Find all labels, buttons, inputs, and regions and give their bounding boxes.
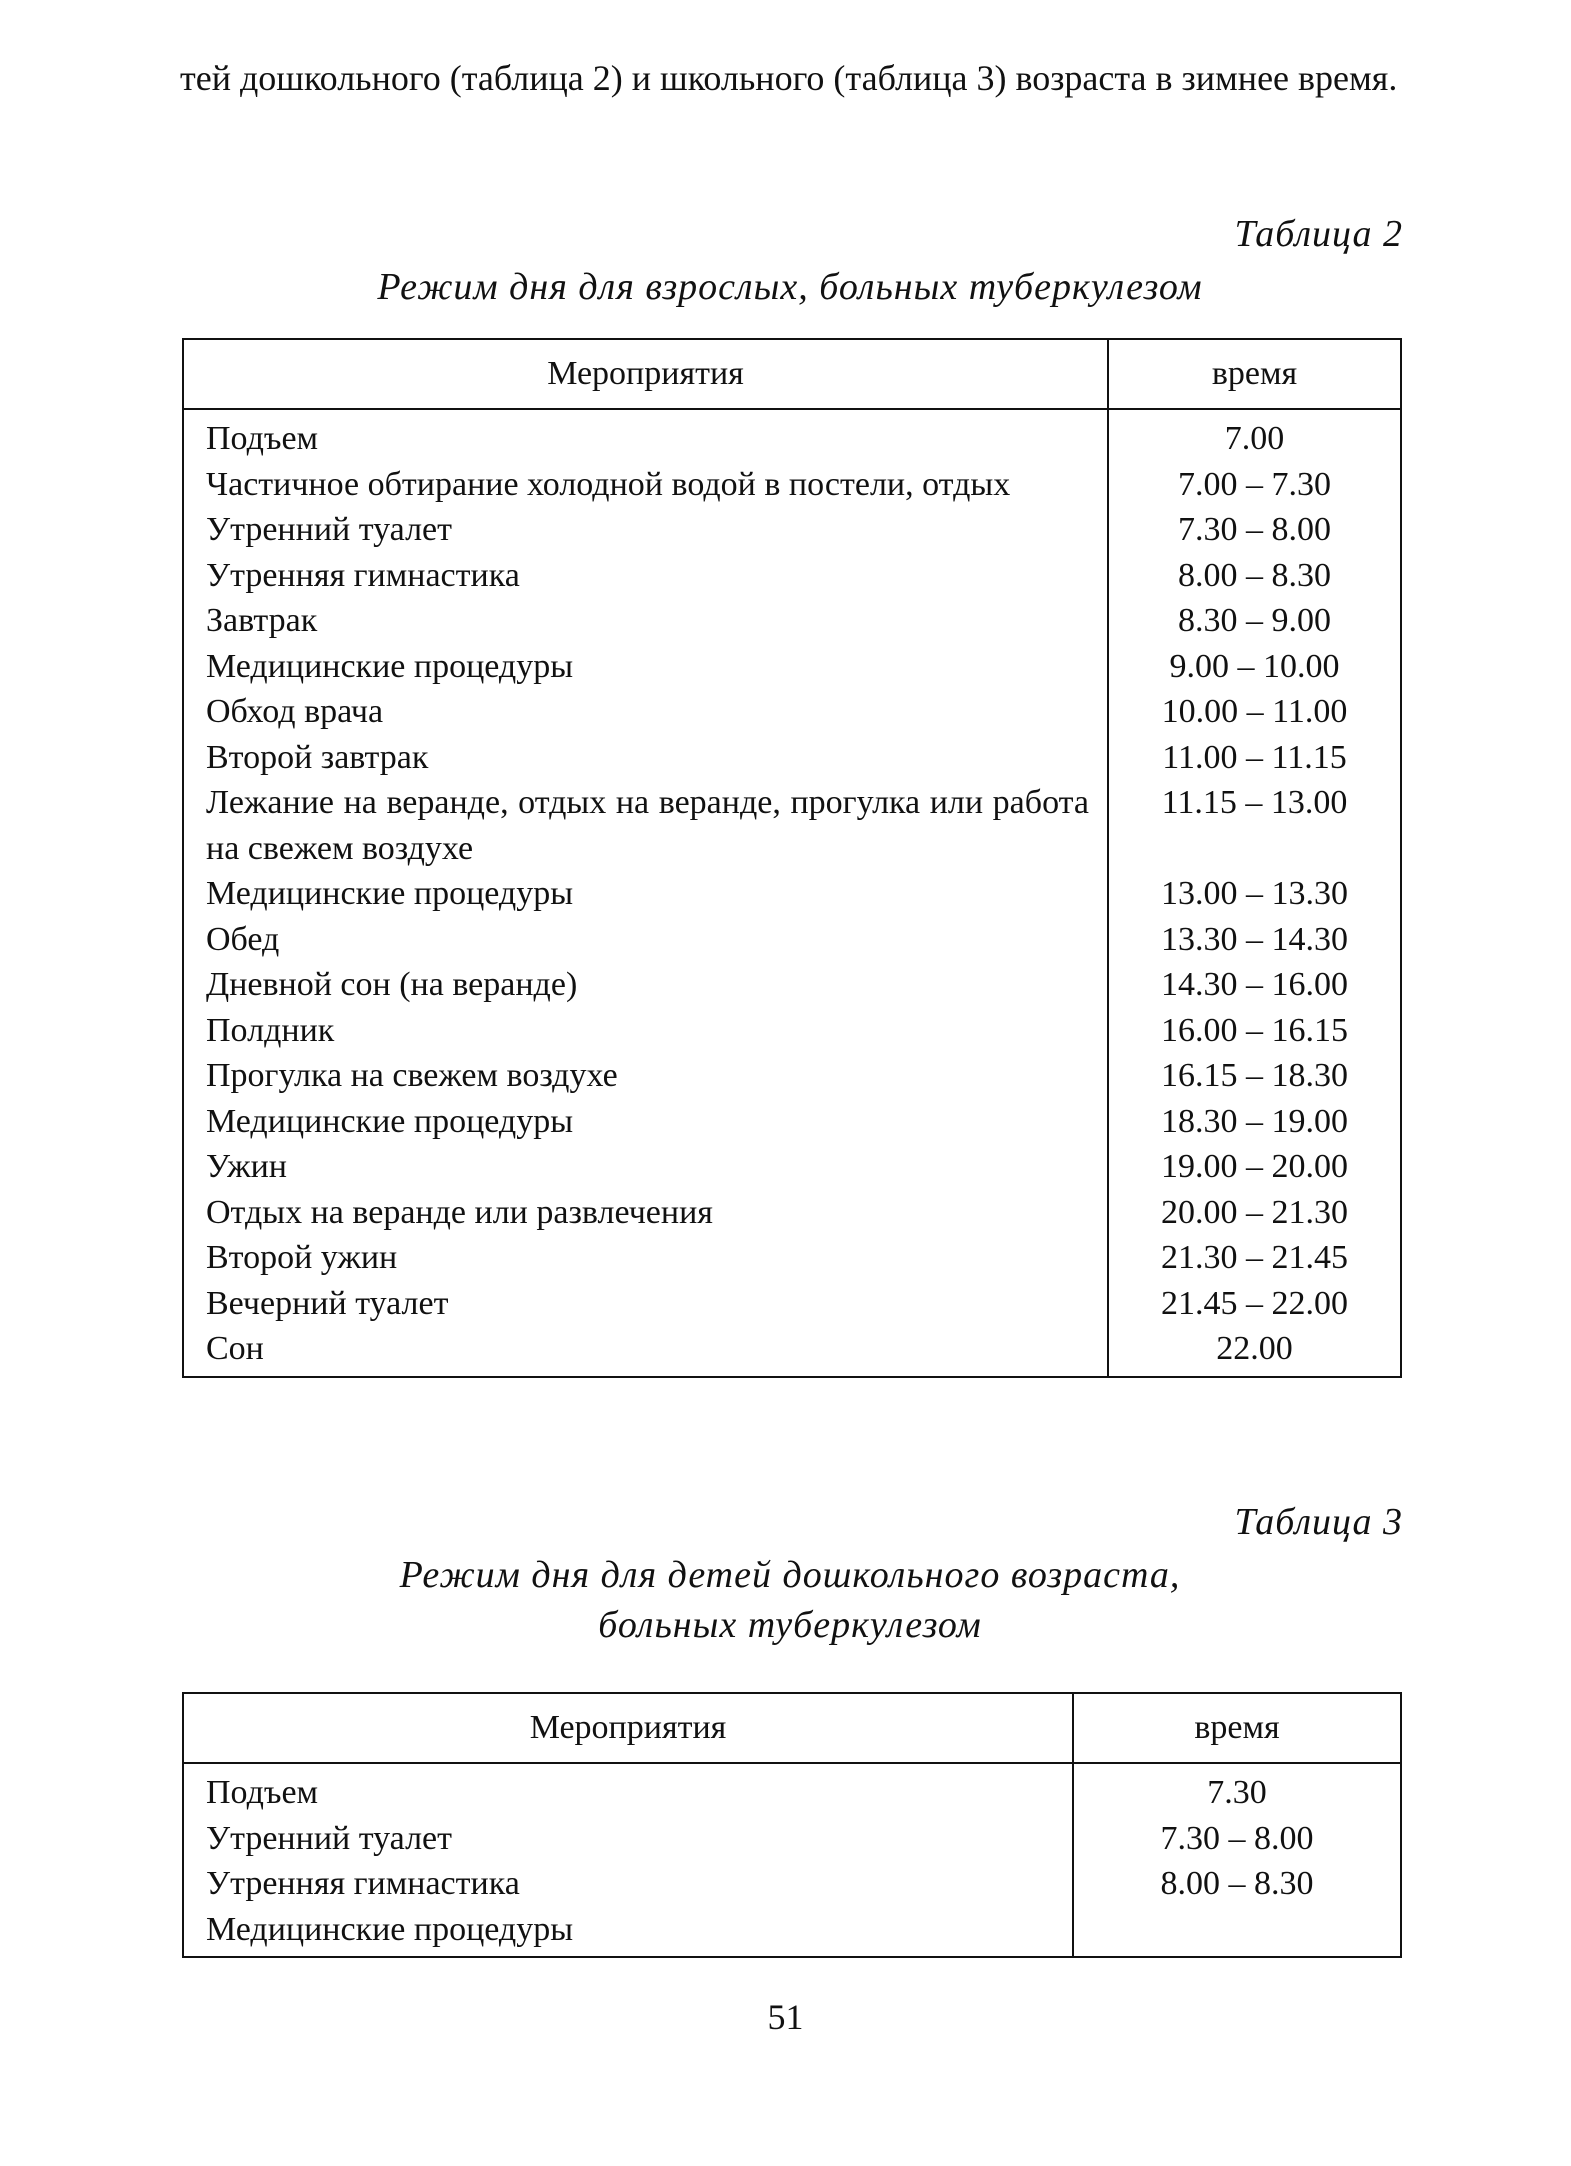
- table-row: [183, 1326, 1401, 1377]
- activity-cell: Завтрак: [183, 598, 1108, 644]
- time-cell: 8.00 – 8.30: [1160, 1865, 1314, 1902]
- time-cell: 7.30: [1207, 1774, 1267, 1811]
- table3-label: Таблица 3: [1234, 1501, 1403, 1543]
- table-row: [183, 780, 1401, 871]
- time-cell: 8.30 – 9.00: [1178, 602, 1331, 639]
- time-cell: 11.00 – 11.15: [1162, 738, 1347, 776]
- table-row: [183, 1053, 1401, 1099]
- table2-header-row: [183, 339, 1401, 409]
- table-row: [183, 507, 1401, 553]
- time-cell: 10.00 – 11.00: [1161, 693, 1348, 730]
- activity-cell: Дневной сон (на веранде): [183, 962, 1108, 1008]
- time-cell: 21.30 – 21.45: [1161, 1239, 1348, 1276]
- activity-cell: Второй завтрак: [183, 735, 1108, 781]
- intro-paragraph: [180, 52, 1400, 104]
- time-cell: 8.00 – 8.30: [1178, 556, 1331, 594]
- time-cell: 21.45 – 22.00: [1161, 1284, 1348, 1322]
- table-row: [183, 409, 1401, 462]
- activity-cell: Медицинские процедуры: [183, 1907, 1073, 1958]
- table-row: [183, 1816, 1401, 1862]
- time-cell: 11.15 – 13.00: [1161, 784, 1348, 821]
- table-row: [183, 1099, 1401, 1145]
- table-row: [183, 553, 1401, 599]
- table2: [182, 338, 1402, 1378]
- activity-cell: Полдник: [183, 1008, 1108, 1054]
- activity-cell: Утренняя гимнастика: [183, 1861, 1073, 1907]
- time-cell: 18.30 – 19.00: [1161, 1102, 1348, 1140]
- time-cell: [1073, 1907, 1401, 1958]
- table-row: [183, 1763, 1401, 1816]
- table-row: [183, 644, 1401, 690]
- table3-header-time: время: [1073, 1693, 1401, 1763]
- activity-cell: Медицинские процедуры: [183, 644, 1108, 690]
- activity-cell: Утренний туалет: [183, 507, 1108, 553]
- table3-title-line2: больных туберкулезом: [598, 1604, 982, 1646]
- time-cell: 7.00 – 7.30: [1178, 465, 1331, 503]
- table2-body: [183, 409, 1401, 1377]
- time-cell: 7.30 – 8.00: [1178, 511, 1331, 548]
- table-row: [183, 1190, 1401, 1236]
- table2-label: Таблица 2: [1234, 213, 1403, 255]
- intro-text: тей дошкольного (таблица 2) и школьного (таблица 3) возраста в зимнее время.: [180, 58, 1398, 98]
- time-cell: 16.15 – 18.30: [1161, 1057, 1348, 1094]
- activity-cell: Подъем: [183, 409, 1108, 462]
- time-cell: 13.00 – 13.30: [1161, 875, 1348, 912]
- activity-cell: Отдых на веранде или развлечения: [183, 1190, 1108, 1236]
- activity-cell: Прогулка на свежем воздухе: [183, 1053, 1108, 1099]
- time-cell: 20.00 – 21.30: [1161, 1193, 1348, 1231]
- table2-header-time: время: [1108, 339, 1401, 409]
- table-row: [183, 735, 1401, 781]
- table-row: [183, 1235, 1401, 1281]
- time-cell: 9.00 – 10.00: [1169, 647, 1340, 685]
- table2-header-activity: Мероприятия: [183, 339, 1108, 409]
- time-cell: 7.30 – 8.00: [1160, 1819, 1314, 1857]
- table-row: [183, 871, 1401, 917]
- activity-cell: Медицинские процедуры: [183, 1099, 1108, 1145]
- table-row: [183, 917, 1401, 963]
- time-cell: 14.30 – 16.00: [1161, 966, 1348, 1003]
- activity-cell: Утренний туалет: [183, 1816, 1073, 1862]
- time-cell: 16.00 – 16.15: [1161, 1011, 1348, 1049]
- table-row: [183, 598, 1401, 644]
- table3-title: [180, 1550, 1400, 1650]
- time-cell: 19.00 – 20.00: [1161, 1148, 1348, 1185]
- table-row: [183, 1907, 1401, 1958]
- table-row: [183, 1861, 1401, 1907]
- activity-cell: Обед: [183, 917, 1108, 963]
- time-cell: 7.00: [1224, 420, 1285, 457]
- activity-cell: Медицинские процедуры: [183, 871, 1108, 917]
- activity-cell: Ужин: [183, 1144, 1108, 1190]
- time-cell: 22.00: [1216, 1330, 1293, 1367]
- table-row: [183, 962, 1401, 1008]
- table3: [182, 1692, 1402, 1958]
- activity-cell: Вечерний туалет: [183, 1281, 1108, 1327]
- activity-cell: Обход врача: [183, 689, 1108, 735]
- activity-cell: Частичное обтирание холодной водой в постели, отдых: [183, 462, 1108, 508]
- table-row: [183, 1144, 1401, 1190]
- table3-body: [183, 1763, 1401, 1957]
- activity-cell: Лежание на веранде, отдых на веранде, прогулка или работа на свежем воздухе: [183, 780, 1108, 871]
- page-number: 51: [767, 1997, 804, 2037]
- activity-cell: Подъем: [183, 1763, 1073, 1816]
- activity-cell: Сон: [183, 1326, 1108, 1377]
- table3-title-line1: Режим дня для детей дошкольного возраста,: [399, 1554, 1181, 1596]
- table-row: [183, 1008, 1401, 1054]
- activity-cell: Второй ужин: [183, 1235, 1108, 1281]
- table-row: [183, 462, 1401, 508]
- table-row: [183, 689, 1401, 735]
- table3-header-row: [183, 1693, 1401, 1763]
- table-row: [183, 1281, 1401, 1327]
- table2-title: Режим дня для взрослых, больных туберкулезом: [377, 266, 1203, 308]
- activity-cell: Утренняя гимнастика: [183, 553, 1108, 599]
- time-cell: 13.30 – 14.30: [1161, 920, 1348, 958]
- table3-header-activity: Мероприятия: [183, 1693, 1073, 1763]
